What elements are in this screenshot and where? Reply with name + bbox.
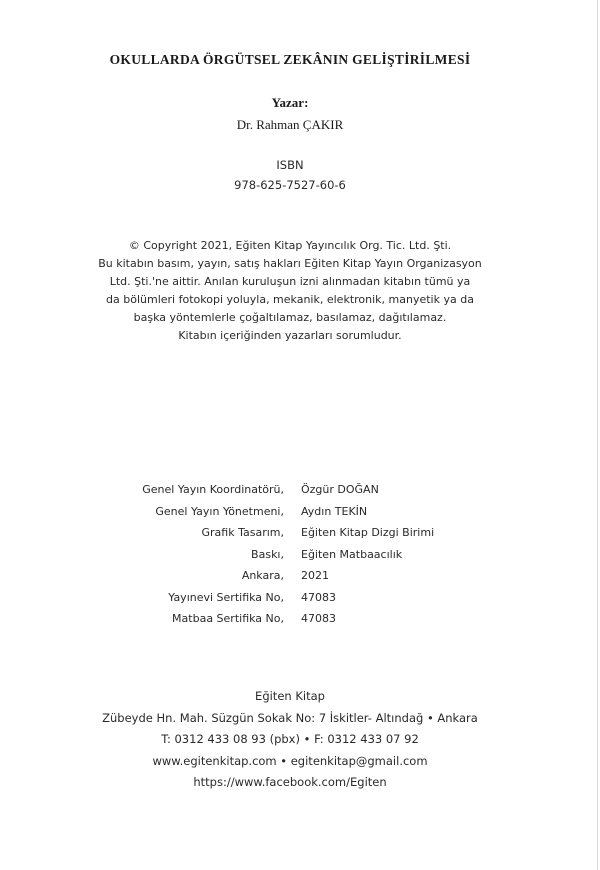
- credit-value: 47083: [301, 612, 336, 625]
- credit-row: [0, 505, 580, 527]
- credit-row: [0, 612, 580, 634]
- author-name: Dr. Rahman ÇAKIR: [236, 117, 344, 132]
- credit-row: [0, 548, 580, 570]
- credit-row: [0, 526, 580, 548]
- publisher-web-email: www.egitenkitap.com • egitenkitap@gmail.com: [152, 753, 428, 768]
- credit-label: Genel Yayın Koordinatörü,: [142, 483, 284, 496]
- publisher-address: Zübeyde Hn. Mah. Süzgün Sokak No: 7 İskitler- Altındağ • Ankara: [102, 710, 478, 725]
- credit-label: Ankara,: [241, 569, 284, 582]
- copyright-line: Ltd. Şti.'ne aittir. Anılan kuruluşun izni alınmadan kitabın tümü ya: [109, 275, 471, 288]
- book-title: OKULLARDA ÖRGÜTSEL ZEKÂNIN GELİŞTİRİLMESİ: [109, 52, 471, 67]
- publisher-facebook: https://www.facebook.com/Egiten: [193, 775, 387, 789]
- credit-label: Yayınevi Sertifika No,: [168, 590, 284, 604]
- credit-row: [0, 569, 580, 591]
- credit-value: Özgür DOĞAN: [301, 483, 379, 496]
- publisher-name: Eğiten Kitap: [255, 689, 325, 703]
- isbn-value: 978-625-7527-60-6: [234, 178, 346, 192]
- copyright-line: Bu kitabın basım, yayın, satış hakları Eğiten Kitap Yayın Organizasyon: [98, 257, 482, 270]
- copyright-line: da bölümleri fotokopi yoluyla, mekanik, elektronik, manyetik ya da: [106, 293, 474, 306]
- credit-value: Eğiten Matbaacılık: [301, 547, 403, 561]
- credits-list: [0, 483, 580, 634]
- publisher-phone: T: 0312 433 08 93 (pbx) • F: 0312 433 07 92: [161, 732, 419, 746]
- credit-value: Eğiten Kitap Dizgi Birimi: [301, 526, 435, 539]
- credit-value: Aydın TEKİN: [301, 504, 368, 518]
- credit-row: [0, 591, 580, 613]
- credit-label: Genel Yayın Yönetmeni,: [155, 504, 284, 518]
- credit-label: Baskı,: [251, 547, 284, 561]
- copyright-line: başka yöntemlerle çoğaltılamaz, basılamaz, dağıtılamaz.: [133, 311, 447, 324]
- copyright-line: © Copyright 2021, Eğiten Kitap Yayıncılık Org. Tic. Ltd. Şti.: [128, 239, 452, 252]
- isbn-label: ISBN: [276, 158, 304, 172]
- publisher-info: [0, 686, 580, 794]
- credit-label: Grafik Tasarım,: [201, 526, 284, 539]
- page-edge: [597, 0, 598, 870]
- credit-row: [0, 483, 580, 505]
- credit-label: Matbaa Sertifika No,: [172, 612, 284, 625]
- copyright-line: Kitabın içeriğinden yazarları sorumludur.: [178, 329, 402, 342]
- copyright-notice: [80, 237, 500, 345]
- credit-value: 47083: [301, 590, 336, 604]
- author-label: Yazar:: [271, 95, 309, 110]
- credit-value: 2021: [301, 569, 329, 582]
